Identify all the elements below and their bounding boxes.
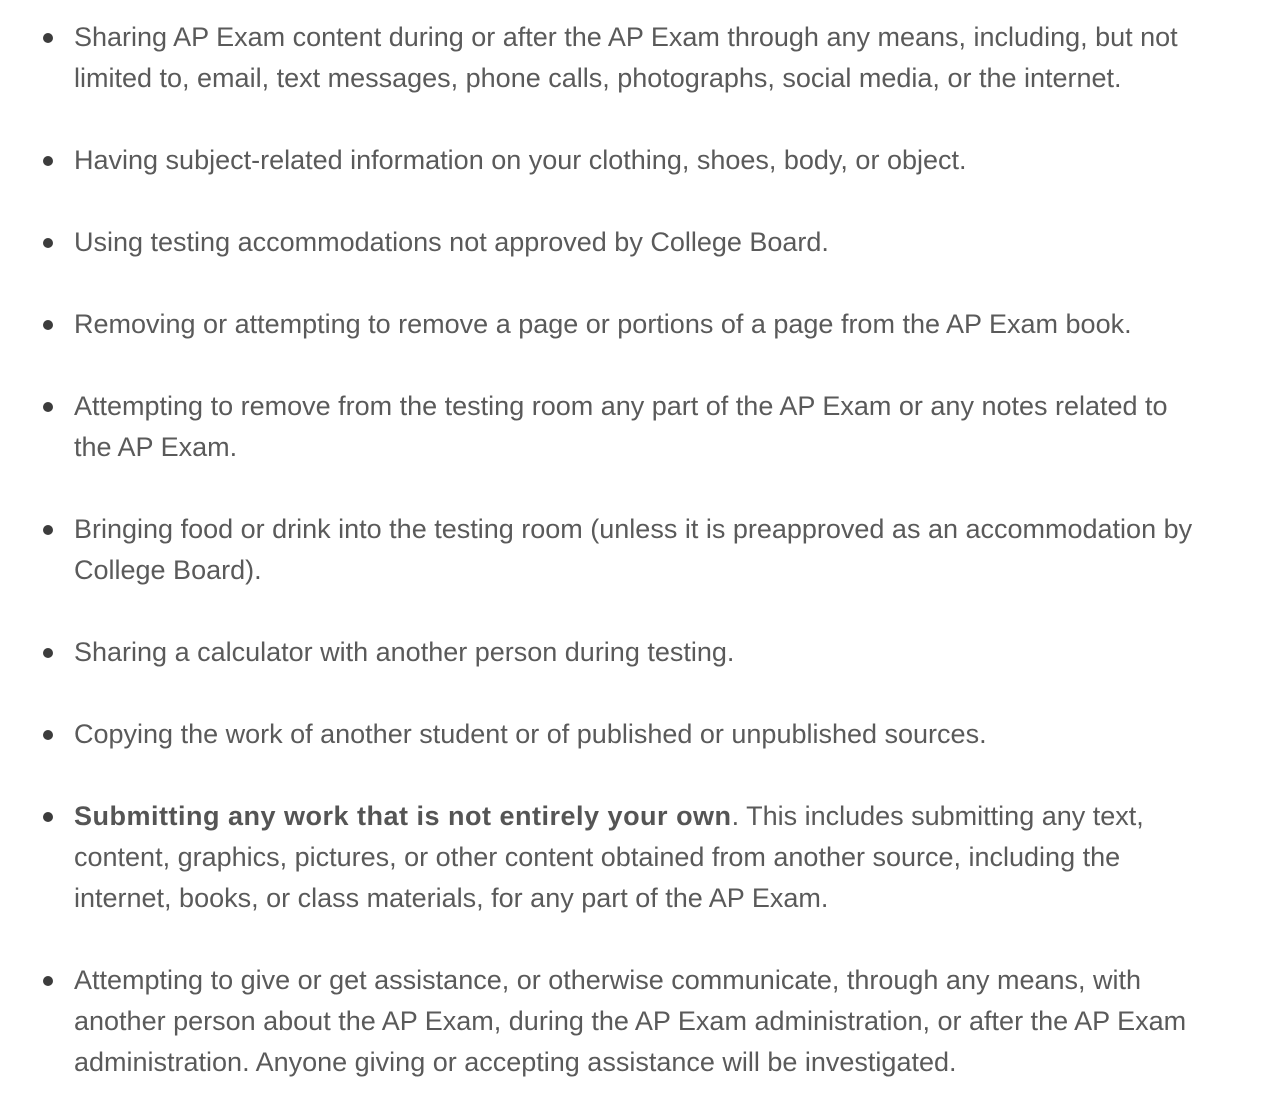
list-item — [0, 796, 1280, 919]
rule-text: Bringing food or drink into the testing room (unless it is preapproved as an accommodation by College Board). — [74, 514, 1193, 585]
list-item — [0, 140, 1280, 181]
list-item — [0, 386, 1280, 468]
rule-emphasis: Submitting any work that is not entirely your own — [74, 801, 732, 831]
bullet-icon — [43, 402, 53, 412]
list-item — [0, 632, 1280, 673]
bullet-icon — [43, 730, 53, 740]
rule-text: Using testing accommodations not approved by College Board. — [74, 227, 829, 257]
bullet-icon — [43, 156, 53, 166]
rule-text: Sharing a calculator with another person during testing. — [74, 637, 735, 667]
rule-text: Attempting to remove from the testing room any part of the AP Exam or any notes related to the AP Exam. — [74, 391, 1168, 462]
rule-text: Attempting to give or get assistance, or otherwise communicate, through any means, with another person about the AP Exam, during the AP Exam administration, or after the AP Exam administration. Anyone giving or accepting assistance will be investigated. — [74, 965, 1187, 1077]
rule-text: Copying the work of another student or of published or unpublished sources. — [74, 719, 987, 749]
rule-text: Sharing AP Exam content during or after the AP Exam through any means, including, but not limited to, email, text messages, phone calls, photographs, social media, or the internet. — [74, 22, 1178, 93]
bullet-icon — [43, 238, 53, 248]
rule-text: Removing or attempting to remove a page or portions of a page from the AP Exam book. — [74, 309, 1132, 339]
bullet-icon — [43, 976, 53, 986]
bullet-icon — [43, 812, 53, 822]
list-item — [0, 714, 1280, 755]
rule-text: Having subject-related information on your clothing, shoes, body, or object. — [74, 145, 967, 175]
rule-text: . This includes submitting any text, content, graphics, pictures, or other content obtained from another source, including the internet, books, or class materials, for any part of the AP Exam. — [74, 801, 1144, 913]
list-item — [0, 509, 1280, 591]
list-item — [0, 17, 1280, 99]
list-item — [0, 960, 1280, 1083]
list-item — [0, 222, 1280, 263]
bullet-icon — [43, 33, 53, 43]
bullet-icon — [43, 320, 53, 330]
list-item — [0, 304, 1280, 345]
bullet-icon — [43, 525, 53, 535]
bullet-icon — [43, 648, 53, 658]
